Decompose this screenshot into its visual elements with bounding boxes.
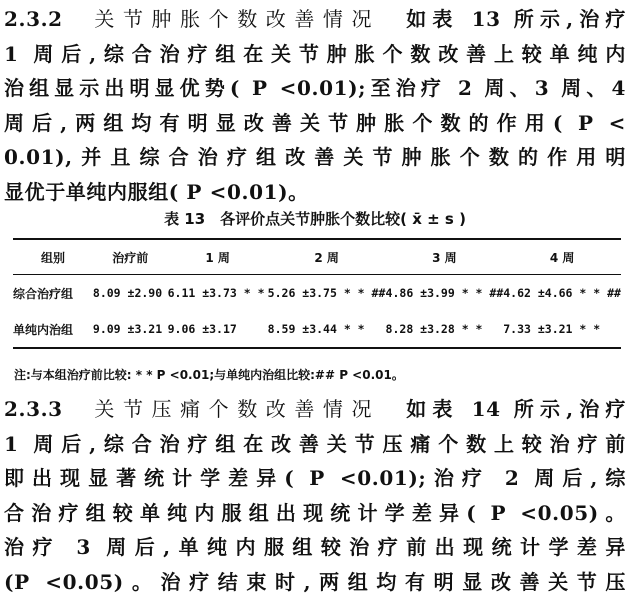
section-title: 关节肿胀个数改善情况 bbox=[94, 7, 381, 31]
paragraph-line: 即出现显著统计学差异( P <0.01);治疗 2 周后,综 bbox=[4, 466, 626, 490]
table-cell: 5.26 ±3.75 * * ## bbox=[267, 286, 386, 300]
paragraph-text: 如表 13 所示,治疗 bbox=[406, 7, 626, 31]
paragraph-text: 如表 14 所示,治疗 bbox=[406, 397, 626, 421]
section-2-3-3-paragraph bbox=[4, 392, 626, 599]
table-header-row bbox=[13, 239, 621, 275]
table-header: 组别 bbox=[13, 239, 93, 275]
paragraph-line bbox=[4, 2, 626, 37]
table-cell: 9.06 ±3.17 bbox=[168, 311, 268, 348]
table-footnote: 注:与本组治疗前比较: * * P <0.01;与单纯内治组比较:## P <0.01。 bbox=[14, 368, 404, 382]
table-header: 3 周 bbox=[386, 239, 504, 275]
table-cell: 单纯内治组 bbox=[13, 311, 93, 348]
table-cell: 8.09 ±2.90 bbox=[92, 286, 163, 300]
section-title: 关节压痛个数改善情况 bbox=[94, 397, 381, 421]
paragraph-line: 治组显示出明显优势( P <0.01);至治疗 2 周、3 周、4 bbox=[4, 76, 626, 100]
paragraph-line bbox=[4, 392, 626, 427]
paragraph-line: 治疗 3 周后,单纯内服组较治疗前出现统计学差异 bbox=[4, 535, 626, 559]
paragraph-line: 周后,两组均有明显改善关节肿胀个数的作用( P < bbox=[4, 110, 626, 135]
table-header: 1 周 bbox=[168, 239, 268, 275]
table-cell: 4.86 ±3.99 * * ## bbox=[385, 286, 504, 300]
section-number: 2.3.2 bbox=[4, 7, 63, 31]
data-table bbox=[13, 238, 621, 349]
table-header: 2 周 bbox=[268, 239, 386, 275]
table-caption: 表 13 各评价点关节肿胀个数比较( x̄ ± s ) bbox=[164, 210, 466, 228]
paragraph-line: 合治疗组较单纯内服组出现统计学差异( P <0.05)。 bbox=[4, 500, 626, 525]
table-cell: 7.33 ±3.21 * * bbox=[503, 311, 621, 348]
table-row bbox=[13, 311, 621, 348]
paragraph-line: (P <0.05)。治疗结束时,两组均有明显改善关节压 bbox=[4, 569, 626, 594]
table-cell: 综合治疗组 bbox=[13, 286, 74, 301]
table-cell: 8.59 ±3.44 * * bbox=[268, 311, 386, 348]
table-cell: 8.28 ±3.28 * * bbox=[386, 311, 504, 348]
table-cell: 4.62 ±4.66 * * ## bbox=[503, 286, 621, 300]
table-cell: 6.11 ±3.73 * * bbox=[167, 286, 265, 300]
section-2-3-2-paragraph bbox=[4, 2, 626, 209]
paragraph-line: 0.01),并且综合治疗组改善关节肿胀个数的作用明 bbox=[4, 145, 626, 169]
paragraph-line: 显优于单纯内服组( P <0.01)。 bbox=[4, 179, 309, 204]
section-number: 2.3.3 bbox=[4, 397, 63, 421]
table-header: 4 周 bbox=[503, 239, 621, 275]
table-header: 治疗前 bbox=[93, 239, 168, 275]
table-cell: 9.09 ±3.21 bbox=[93, 311, 168, 348]
paragraph-line: 1 周后,综合治疗组在改善关节压痛个数上较治疗前 bbox=[4, 431, 626, 456]
table-row bbox=[13, 275, 621, 312]
paragraph-line: 1 周后,综合治疗组在关节肿胀个数改善上较单纯内 bbox=[4, 41, 626, 66]
